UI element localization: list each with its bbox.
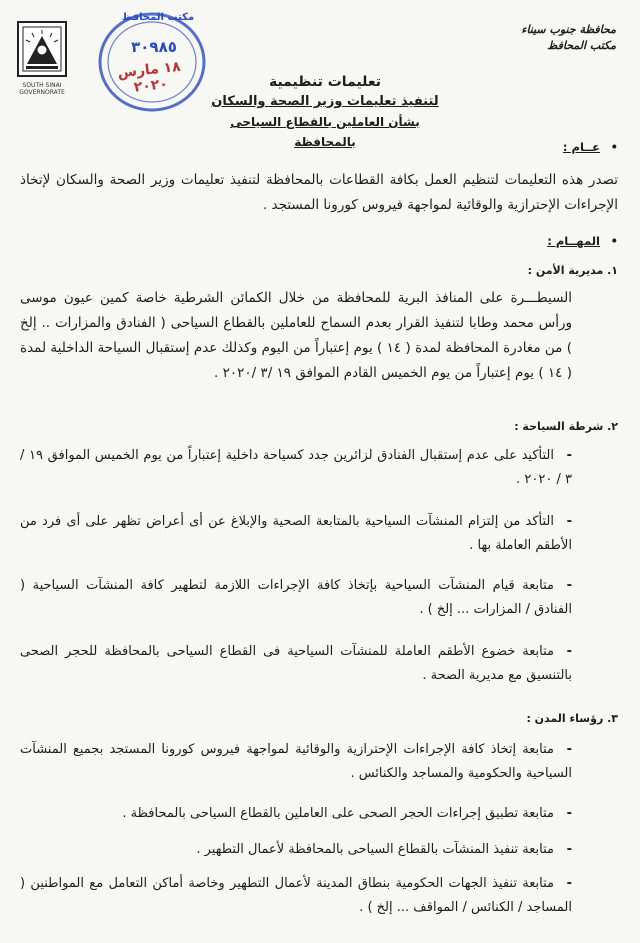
list-item: -متابعة قيام المنشآت السياحية بإتخاذ كافة الإجراءات اللازمة لتطهير كافة المنشآت السياحية ( الفنادق / المزارات ... إلخ ) .: [20, 578, 572, 617]
list-item: -التأكد من إلتزام المنشآت السياحية بالمتابعة الصحية والإبلاغ عن أى أعراض تظهر على أى فرد من الأطقم العاملة بها .: [20, 514, 572, 553]
general-heading: •عــام :: [562, 140, 618, 154]
governorate-name: محافظة جنوب سيناء: [521, 23, 616, 36]
governorate-logo-icon: [14, 20, 70, 80]
logo-caption: SOUTH SINAI GOVERNORATE: [19, 82, 65, 96]
tourism-police-heading: ٢. شرطة السياحة :: [514, 420, 618, 433]
title-line-3: بشأن العاملين بالقطاع السياحى بالمحافظة: [230, 115, 420, 149]
document-title: [210, 72, 440, 152]
governorate-header: [476, 22, 616, 54]
list-item: -متابعة خضوع الأطقم العاملة للمنشآت السياحية فى القطاع السياحى بالمحافظة للحجر الصحى بالتنسيق مع مديرية الصحة .: [20, 644, 572, 683]
title-line-1: تعليمات تنظيمية: [268, 74, 382, 90]
stamp-arc-text: مكتب المحافظ: [121, 12, 195, 23]
list-item: -متابعة تنفيذ الجهات الحكومية بنطاق المدينة لأعمال التطهير وخاصة أماكن التعامل مع المواطنين ( المساجد / الكنائس / المواقف ... إلخ ) .: [20, 876, 572, 915]
office-name: مكتب المحافظ: [547, 39, 616, 52]
list-item: -متابعة إتخاذ كافة الإجراءات الإحترازية والوقائية لمواجهة فيروس كورونا المستجد بجميع المنشآت السياحية والحكومية والمساجد والكنائس .: [20, 742, 572, 781]
general-text: تصدر هذه التعليمات لتنظيم العمل بكافة القطاعات بالمحافظة لتنفيذ تعليمات وزير الصحة والسكان لإتخاذ الإجراءات الإحترازية والوقائية لمواجهة فيروس كورونا المستجد .: [20, 172, 618, 213]
stamp-number: ٣٠٩٨٥: [131, 38, 177, 56]
stamp-date: ١٨ مارس ٢٠٢٠: [116, 58, 182, 96]
list-item: -التأكيد على عدم إستقبال الفنادق لزائرين جدد كسياحة داخلية إعتباراً من يوم الخميس الموافق ١٩ / ٣ / ٢٠٢٠ .: [20, 448, 572, 487]
tasks-heading: •المهــام :: [547, 234, 618, 248]
security-directorate-heading: ١. مديرية الأمن :: [527, 264, 618, 277]
city-heads-heading: ٣. رؤساء المدن :: [526, 712, 618, 725]
list-item: -متابعة تطبيق إجراءات الحجر الصحى على العاملين بالقطاع السياحى بالمحافظة .: [122, 806, 572, 821]
security-directorate-text: السيطـــرة على المنافذ البرية للمحافظة من خلال الكمائن الشرطية خاصة كمين عيون موسى ورأس محمد وطابا لتنفيذ القرار بعدم السماح للعاملين بالقطاع السياحى ( الفنادق والمزارات .. إلخ ) من مغادرة المحافظة لمدة ( ١٤ ) يوم إعتباراً من اليوم وكذلك عدم إستقبال السياحة الداخلية لمدة ( ١٤ ) يوم إعتباراً من يوم الخميس القادم الموافق ١٩ /٣ /٢٠٢٠ .: [20, 290, 572, 381]
title-line-2: لتنفيذ تعليمات وزير الصحة والسكان: [211, 94, 439, 109]
list-item: -متابعة تنفيذ المنشآت بالقطاع السياحى بالمحافظة لأعمال التطهير .: [196, 842, 572, 857]
